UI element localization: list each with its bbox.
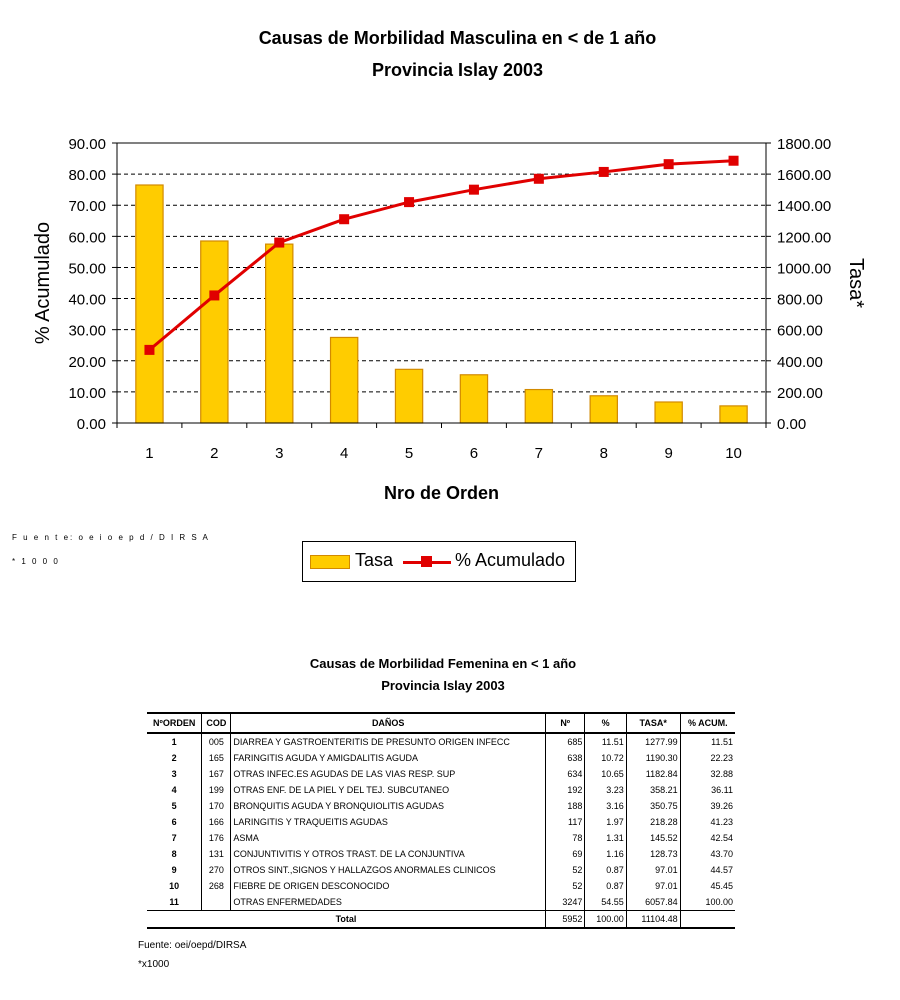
line-acumulado	[149, 161, 733, 350]
cell-acum: 32.88	[680, 766, 735, 782]
x-tick-label: 9	[664, 445, 673, 462]
table-title: Causas de Morbilidad Femenina en < 1 año	[309, 656, 577, 671]
cell-tasa: 145.52	[626, 830, 680, 846]
table-row	[147, 878, 735, 894]
cell-cod: 170	[202, 798, 231, 814]
bar-tasa	[460, 375, 487, 423]
cell-pct: 1.31	[585, 830, 626, 846]
cell-tasa: 1277.99	[626, 733, 680, 750]
y-right-tick-label: 1000.00	[777, 260, 832, 278]
table-header-row	[147, 713, 735, 733]
table-row	[147, 766, 735, 782]
cell-danos: OTRAS ENF. DE LA PIEL Y DEL TEJ. SUBCUTANEO	[231, 782, 546, 798]
x-tick-label: 7	[534, 445, 544, 462]
marker-acumulado	[209, 290, 219, 300]
y-left-tick-label: 60.00	[68, 229, 106, 247]
bar-tasa	[655, 402, 682, 423]
cell-pct: 11.51	[585, 733, 626, 750]
cell-n: 188	[546, 798, 585, 814]
cell-danos: OTRAS ENFERMEDADES	[231, 894, 546, 911]
chart-multiplier-note: * 1 0 0 0	[12, 557, 60, 566]
cell-orden: 9	[171, 865, 177, 875]
cell-danos: FARINGITIS AGUDA Y AMIGDALITIS AGUDA	[231, 750, 546, 766]
cell-n: 117	[546, 814, 585, 830]
y-right-tick-label: 1400.00	[777, 198, 832, 216]
header-pct: %	[585, 713, 626, 733]
cell-tasa: 218.28	[626, 814, 680, 830]
table-row	[147, 862, 735, 878]
table-multiplier-note: *x1000	[138, 959, 170, 970]
bar-tasa	[201, 241, 228, 423]
marker-acumulado	[469, 185, 479, 195]
total-pct: 100.00	[585, 911, 626, 929]
header-tasa: TASA*	[626, 713, 680, 733]
header-danos: DAÑOS	[231, 713, 546, 733]
bar-tasa	[525, 390, 552, 423]
cell-pct: 1.16	[585, 846, 626, 862]
x-tick-label: 4	[339, 445, 349, 462]
y-right-tick-label: 200.00	[777, 384, 823, 402]
cell-pct: 1.97	[585, 814, 626, 830]
cell-pct: 0.87	[585, 862, 626, 878]
cell-pct: 54.55	[585, 894, 626, 911]
y-left-tick-label: 50.00	[68, 260, 106, 278]
cell-acum: 22.23	[680, 750, 735, 766]
chart-subtitle: Provincia Islay 2003	[371, 60, 544, 80]
cell-pct: 10.65	[585, 766, 626, 782]
y-left-tick-label: 0.00	[76, 416, 106, 433]
table-row	[147, 782, 735, 798]
cell-pct: 3.23	[585, 782, 626, 798]
table-source-note: Fuente: oei/oepd/DIRSA	[138, 940, 247, 951]
legend-label-acumulado: % Acumulado	[455, 550, 566, 570]
total-tasa: 11104.48	[626, 911, 680, 929]
y-right-tick-label: 1800.00	[777, 136, 832, 153]
y-right-tick-label: 400.00	[777, 353, 823, 371]
cell-cod: 131	[202, 846, 231, 862]
cell-orden: 5	[171, 801, 177, 811]
bar-tasa	[331, 337, 358, 423]
marker-acumulado	[534, 174, 544, 184]
chart-title: Causas de Morbilidad Masculina en < de 1 año	[258, 28, 657, 48]
cell-orden: 7	[171, 833, 177, 843]
x-tick-label: 10	[725, 445, 742, 462]
header-orden: NºORDEN	[147, 713, 202, 733]
table-row	[147, 750, 735, 766]
table-row	[147, 894, 735, 911]
table-row	[147, 830, 735, 846]
marker-acumulado	[274, 238, 284, 248]
cell-cod	[202, 894, 231, 911]
cell-n: 638	[546, 750, 585, 766]
cell-cod: 270	[202, 862, 231, 878]
marker-acumulado	[339, 214, 349, 224]
bar-tasa	[266, 244, 293, 423]
y-left-tick-label: 30.00	[68, 322, 106, 340]
y-axis-title-left: % Acumulado	[32, 221, 54, 345]
cell-orden: 8	[171, 849, 177, 859]
table-row	[147, 733, 735, 750]
cell-acum: 39.26	[680, 798, 735, 814]
header-cod: COD	[202, 713, 231, 733]
y-left-tick-label: 40.00	[68, 291, 106, 309]
table-row	[147, 814, 735, 830]
table-total-row	[147, 911, 735, 929]
cell-tasa: 97.01	[626, 878, 680, 894]
y-left-tick-label: 80.00	[68, 167, 106, 185]
cell-cod: 166	[202, 814, 231, 830]
cell-orden: 2	[171, 753, 177, 763]
total-n: 5952	[546, 911, 585, 929]
marker-acumulado	[144, 345, 154, 355]
cell-danos: BRONQUITIS AGUDA Y BRONQUIOLITIS AGUDAS	[231, 798, 546, 814]
cell-n: 634	[546, 766, 585, 782]
cell-danos: DIARREA Y GASTROENTERITIS DE PRESUNTO ORIGEN INFECC	[231, 733, 546, 750]
marker-acumulado	[664, 159, 674, 169]
bar-tasa	[720, 406, 747, 423]
legend-marker-swatch	[421, 556, 432, 567]
cell-danos: FIEBRE DE ORIGEN DESCONOCIDO	[231, 878, 546, 894]
y-right-tick-label: 1600.00	[777, 167, 832, 185]
cell-acum: 100.00	[680, 894, 735, 911]
bar-tasa	[590, 396, 617, 423]
x-tick-label: 2	[210, 445, 219, 462]
total-label: Total	[147, 911, 546, 929]
cell-acum: 44.57	[680, 862, 735, 878]
cell-n: 69	[546, 846, 585, 862]
header-acum: % ACUM.	[680, 713, 735, 733]
y-left-tick-label: 70.00	[68, 198, 106, 216]
cell-n: 78	[546, 830, 585, 846]
legend-bar-swatch	[310, 555, 350, 569]
x-axis-title: Nro de Orden	[383, 483, 500, 503]
cell-danos: LARINGITIS Y TRAQUEITIS AGUDAS	[231, 814, 546, 830]
total-acum	[680, 911, 735, 929]
combo-chart	[0, 120, 900, 520]
cell-cod: 167	[202, 766, 231, 782]
cell-cod: 199	[202, 782, 231, 798]
cell-orden: 3	[171, 769, 177, 779]
table-subtitle: Provincia Islay 2003	[381, 678, 505, 693]
cell-danos: ASMA	[231, 830, 546, 846]
cell-danos: OTRAS INFEC.ES AGUDAS DE LAS VIAS RESP. SUP	[231, 766, 546, 782]
y-right-tick-label: 0.00	[777, 416, 807, 433]
cell-orden: 6	[171, 817, 177, 827]
bar-tasa	[136, 185, 163, 423]
x-tick-label: 3	[275, 445, 284, 462]
cell-tasa: 358.21	[626, 782, 680, 798]
cell-pct: 0.87	[585, 878, 626, 894]
cell-tasa: 97.01	[626, 862, 680, 878]
cell-n: 52	[546, 878, 585, 894]
cell-acum: 11.51	[680, 733, 735, 750]
cell-acum: 41.23	[680, 814, 735, 830]
table-row	[147, 798, 735, 814]
marker-acumulado	[599, 167, 609, 177]
x-tick-label: 5	[404, 445, 414, 462]
marker-acumulado	[729, 156, 739, 166]
cell-n: 52	[546, 862, 585, 878]
cell-acum: 45.45	[680, 878, 735, 894]
y-right-tick-label: 600.00	[777, 322, 823, 340]
cell-tasa: 1182.84	[626, 766, 680, 782]
cell-orden: 10	[169, 881, 180, 891]
cell-tasa: 6057.84	[626, 894, 680, 911]
x-tick-label: 8	[599, 445, 608, 462]
morbidity-table	[147, 712, 735, 929]
cell-orden: 11	[169, 897, 179, 907]
cell-cod: 165	[202, 750, 231, 766]
cell-n: 192	[546, 782, 585, 798]
y-left-tick-label: 10.00	[68, 384, 106, 402]
marker-acumulado	[404, 197, 414, 207]
cell-tasa: 350.75	[626, 798, 680, 814]
x-tick-label: 1	[145, 445, 154, 462]
cell-pct: 3.16	[585, 798, 626, 814]
y-axis-title-right: Tasa*	[845, 257, 867, 309]
table-body	[147, 733, 735, 928]
cell-pct: 10.72	[585, 750, 626, 766]
cell-orden: 1	[171, 737, 177, 747]
header-n: Nº	[546, 713, 585, 733]
cell-cod: 005	[202, 733, 231, 750]
y-right-tick-label: 1200.00	[777, 229, 832, 247]
y-left-tick-label: 20.00	[68, 353, 106, 371]
x-tick-label: 6	[469, 445, 479, 462]
cell-cod: 176	[202, 830, 231, 846]
cell-cod: 268	[202, 878, 231, 894]
cell-acum: 36.11	[680, 782, 735, 798]
cell-tasa: 128.73	[626, 846, 680, 862]
y-left-tick-label: 90.00	[68, 136, 106, 153]
chart-legend	[302, 541, 576, 582]
cell-orden: 4	[171, 785, 177, 795]
cell-n: 685	[546, 733, 585, 750]
cell-danos: OTROS SINT.,SIGNOS Y HALLAZGOS ANORMALES CLINICOS	[231, 862, 546, 878]
cell-danos: CONJUNTIVITIS Y OTROS TRAST. DE LA CONJUNTIVA	[231, 846, 546, 862]
chart-source-note: F u e n t e: o e i o e p d / D I R S A	[12, 533, 210, 542]
legend-label-tasa: Tasa	[355, 550, 394, 570]
table-row	[147, 846, 735, 862]
cell-tasa: 1190.30	[626, 750, 680, 766]
cell-acum: 42.54	[680, 830, 735, 846]
cell-acum: 43.70	[680, 846, 735, 862]
cell-n: 3247	[546, 894, 585, 911]
y-right-tick-label: 800.00	[777, 291, 823, 309]
bar-tasa	[395, 369, 422, 423]
